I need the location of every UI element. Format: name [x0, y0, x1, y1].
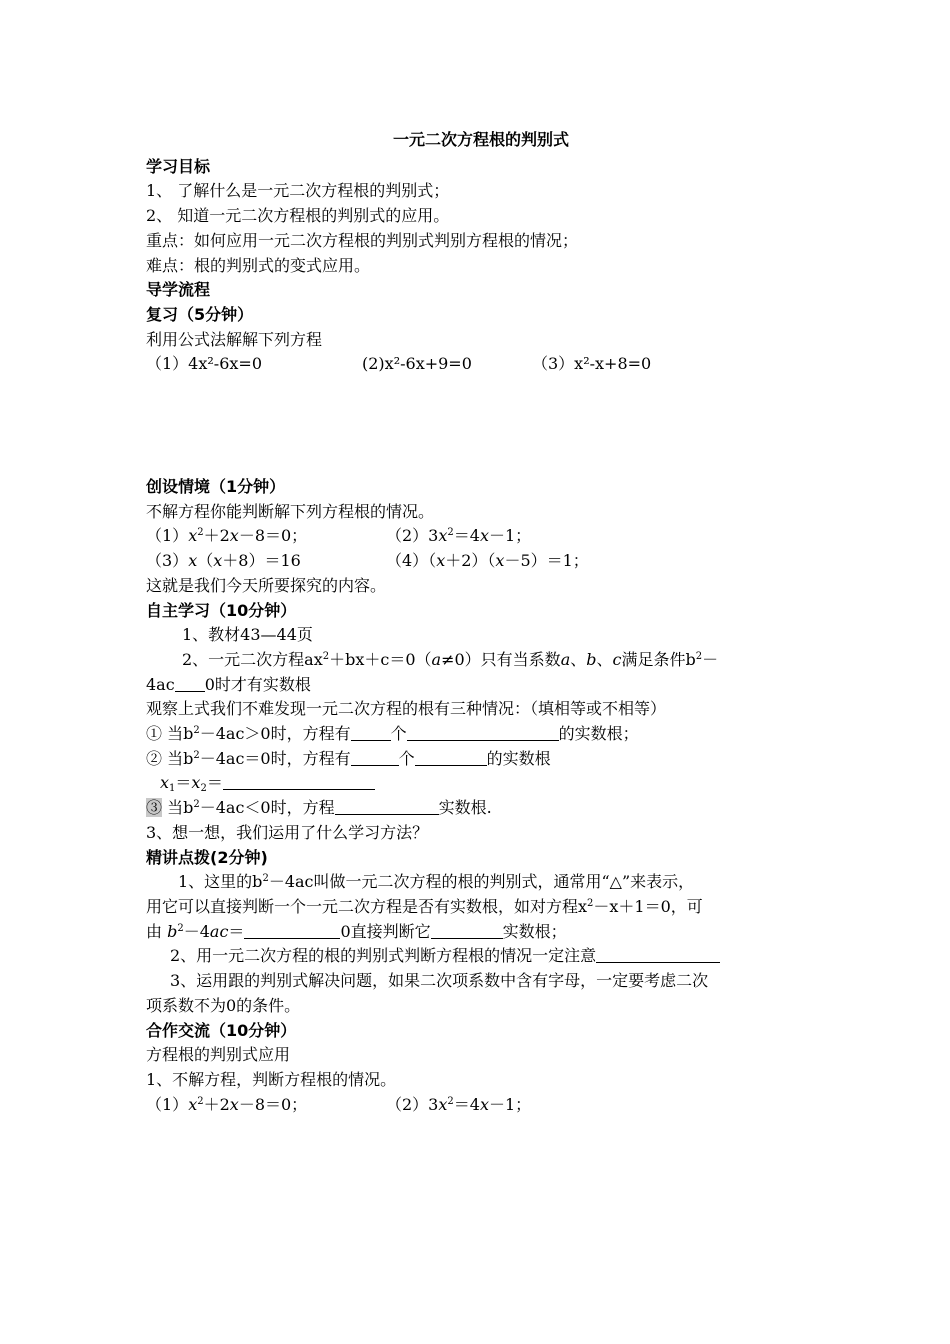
review-intro: 利用公式法解解下列方程: [146, 329, 323, 349]
review-eq-3: （3）x²-x+8=0: [532, 354, 652, 374]
lecture-p1-line-2: 用它可以直接判断一个一元二次方程是否有实数根，如对方程$x^2-x+1=0$，可: [146, 896, 703, 916]
blank[interactable]: [415, 749, 487, 766]
blank[interactable]: [244, 922, 340, 939]
self-study-item-1: 1、教材43—44页: [182, 625, 313, 645]
self-study-heading: 自主学习（10分钟）: [146, 600, 297, 620]
self-study-item-2-cont: 4ac 0时才有实数根: [146, 674, 311, 694]
scenario-eq-row-2: [146, 549, 816, 574]
observe-text: 观察上式我们不难发现一元二次方程的根有三种情况：（填相等或不相等）: [146, 699, 667, 719]
coop-eq-1: $(1)x^2+2x-8=0$；: [146, 1094, 308, 1114]
review-eq-2: (2)x²-6x+9=0: [362, 354, 472, 374]
coop-heading: 合作交流（10分钟）: [146, 1020, 297, 1040]
document-page: [146, 128, 816, 1117]
lecture-p1: 1、这里的$b^2-4ac$叫做一元二次方程的根的判别式，通常用“△”来表示，: [178, 872, 695, 892]
goal-item-2: 2、 知道一元二次方程根的判别式的应用。: [146, 206, 450, 226]
scenario-eq-row-1: [146, 524, 816, 549]
case-1: ① 当$b^2-4ac>0$时，方程有 个 的实数根；: [146, 724, 639, 744]
answer-space: [146, 377, 816, 475]
self-study-item-2: 2、一元二次方程$ax^2+bx+c=0(a\ne 0)$只有当系数a、b、c满足条件$b^2-$: [182, 649, 719, 669]
scenario-heading: 创设情境（1分钟）: [146, 477, 286, 497]
difficult-point: 难点：根的判别式的变式应用。: [146, 255, 371, 275]
case-3: ③ 当$b^2-4ac<0$时，方程 实数根.: [146, 798, 492, 818]
lecture-heading: 精讲点拨(2分钟): [146, 847, 268, 867]
coop-eq-row: [146, 1093, 816, 1118]
key-point: 重点：如何应用一元二次方程根的判别式判别方程根的情况；: [146, 230, 579, 250]
scenario-outro: 这就是我们今天所要探究的内容。: [146, 575, 387, 595]
blank[interactable]: [431, 922, 503, 939]
roots-equal-line: $x_1=x_2=$: [146, 771, 816, 796]
coop-sub: 方程根的判别式应用: [146, 1045, 291, 1065]
page-title: 一元二次方程根的判别式: [392, 130, 569, 149]
review-eq-1: （1）4x²-6x=0: [146, 354, 262, 374]
case-2: ② 当$b^2-4ac=0$时，方程有 个 的实数根: [146, 748, 551, 768]
blank[interactable]: [407, 724, 559, 741]
coop-item-1: 1、不解方程，判断方程根的情况。: [146, 1069, 397, 1089]
blank[interactable]: [596, 946, 720, 963]
self-study-item-3: 3、想一想，我们运用了什么学习方法？: [146, 822, 429, 842]
scenario-eq-4: （4）（x＋2）（x－5）＝1；: [386, 551, 589, 571]
lecture-p2: 2、用一元二次方程的根的判别式判断方程根的情况一定注意: [146, 944, 816, 969]
blank[interactable]: [175, 675, 205, 692]
scenario-eq-3: （3）x（x＋8）＝16: [146, 551, 301, 571]
review-heading: 复习（5分钟）: [146, 304, 254, 324]
lecture-p3-line-2: 项系数不为0的条件。: [146, 995, 301, 1015]
lecture-p1-line-3: 由 $b^2-4ac= 0$直接判断它 实数根；: [146, 921, 567, 941]
coop-eq-2: $(2)3x^2=4x-1$；: [386, 1094, 532, 1114]
lecture-p3: 3、运用跟的判别式解决问题，如果二次项系数中含有字母，一定要考虑二次: [170, 971, 709, 991]
blank[interactable]: [223, 773, 375, 790]
goals-heading: 学习目标: [146, 156, 211, 176]
blank[interactable]: [335, 798, 439, 815]
goal-item-1: 1、 了解什么是一元二次方程根的判别式；: [146, 181, 450, 201]
review-equations: [146, 352, 816, 377]
scenario-intro: 不解方程你能判断解下列方程根的情况。: [146, 501, 435, 521]
scenario-eq-2: $(2)3x^2=4x-1$；: [386, 526, 532, 546]
blank[interactable]: [351, 724, 391, 741]
flow-heading: 导学流程: [146, 280, 211, 300]
blank[interactable]: [351, 749, 399, 766]
scenario-eq-1: $(1)x^2+2x-8=0$；: [146, 526, 308, 546]
